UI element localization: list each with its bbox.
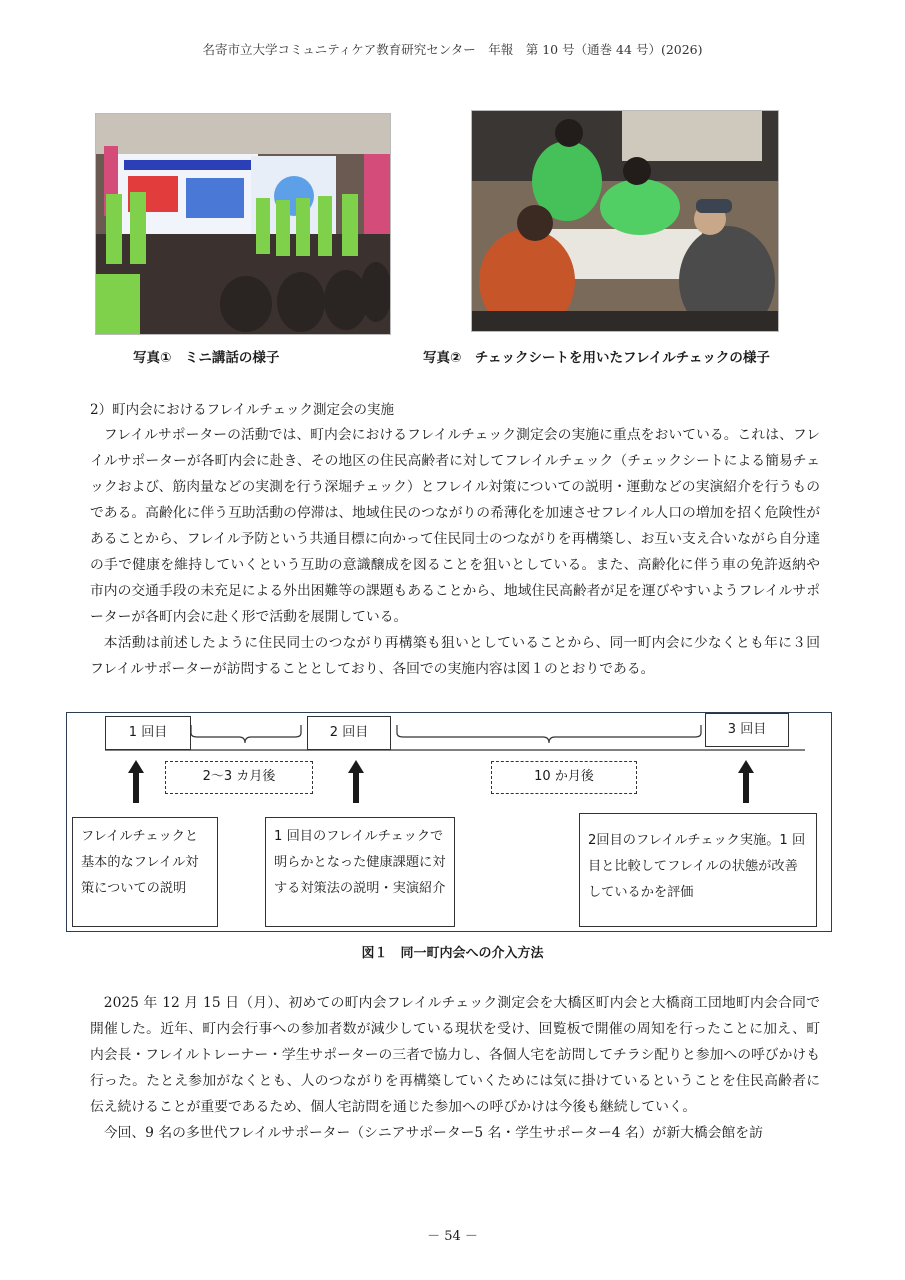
photo-caption-1: 写真① ミニ講話の様子 — [133, 350, 280, 366]
paragraph: 本活動は前述したように住民同士のつながり再構築も狙いとしていることから、同一町内会に少なくとも年に３回フレイルサポーターが訪問することとしており、各回での実施内容は図１のとおりである。 — [90, 635, 820, 677]
figure-intervention-method — [66, 712, 832, 932]
page-header: 名寄市立大学コミュニティケア教育研究センター 年報 第 10 号（通巻 44 号）(2026) — [202, 42, 703, 57]
body-text-a — [90, 422, 820, 682]
section-title: 2）町内会におけるフレイルチェック測定会の実施 — [90, 402, 394, 418]
figure-caption: 図１ 同一町内会への介入方法 — [361, 946, 544, 961]
photo-mini-lecture — [95, 113, 391, 335]
frail-check-photo-image — [472, 111, 778, 331]
page-number: － 54 － — [427, 1229, 478, 1244]
paragraph: 2025 年 12 月 15 日（月）、初めての町内会フレイルチェック測定会を大橋区町内会と大橋商工団地町内会合同で開催した。近年、町内会行事への参加者数が減少している現状を受け、回覧板で開催の周知を行ったことに加え、町内会長・フレイルトレーナー・学生サポーターの三者で協力し、各個人宅を訪問してチラシ配りと参加への呼びかけも行った。たとえ参加がなくとも、人のつながりを再構築していくためには気に掛けているということを住民高齢者に伝え続けることが重要であるため、個人宅訪問を通じた参加への呼びかけは今後も継続していく。 — [90, 995, 820, 1115]
interval-2-box: 10 か月後 — [491, 761, 637, 794]
visit-1-box: 1 回目 — [105, 716, 191, 750]
mini-lecture-photo-image — [96, 114, 390, 334]
interval-1-box: 2〜3 カ月後 — [165, 761, 313, 794]
visit-2-box: 2 回目 — [307, 716, 391, 750]
body-text-b — [90, 990, 820, 1146]
visit-3-box: 3 回目 — [705, 713, 789, 747]
visit-2-description: 1 回目のフレイルチェックで明らかとなった健康課題に対する対策法の説明・実演紹介 — [265, 817, 455, 927]
visit-1-description: フレイルチェックと基本的なフレイル対策についての説明 — [72, 817, 218, 927]
paragraph: フレイルサポーターの活動では、町内会におけるフレイルチェック測定会の実施に重点をおいている。これは、フレイルサポーターが各町内会に赴き、その地区の住民高齢者に対してフレイルチェック（チェックシートによる簡易チェックおよび、筋肉量などの実測を行う深堀チェック）とフレイル対策についての説明・運動などの実演紹介を行うものである。高齢化に伴う互助活動の停滞は、地域住民のつながりの希薄化を加速させフレイル人口の増加を招く危険性があることから、フレイル予防という共通目標に向かって住民同士のつながりを再構築し、お互い支え合いながら自分達の手で健康を維持していくという互助の意識醸成を図ることを狙いとしている。また、高齢化に伴う車の免許返納や市内の交通手段の未充足による外出困難等の課題もあることから、地域住民高齢者が足を運びやすいようフレイルサポーターが各町内会に赴く形で活動を展開している。 — [90, 427, 820, 625]
photo-caption-2: 写真② チェックシートを用いたフレイルチェックの様子 — [423, 350, 770, 366]
paragraph: 今回、9 名の多世代フレイルサポーター（シニアサポーター5 名・学生サポーター4 名）が新大橋会館を訪 — [103, 1125, 763, 1141]
visit-3-description: 2回目のフレイルチェック実施。1 回目と比較してフレイルの状態が改善しているかを評価 — [579, 813, 817, 927]
photo-frail-check — [471, 110, 779, 332]
